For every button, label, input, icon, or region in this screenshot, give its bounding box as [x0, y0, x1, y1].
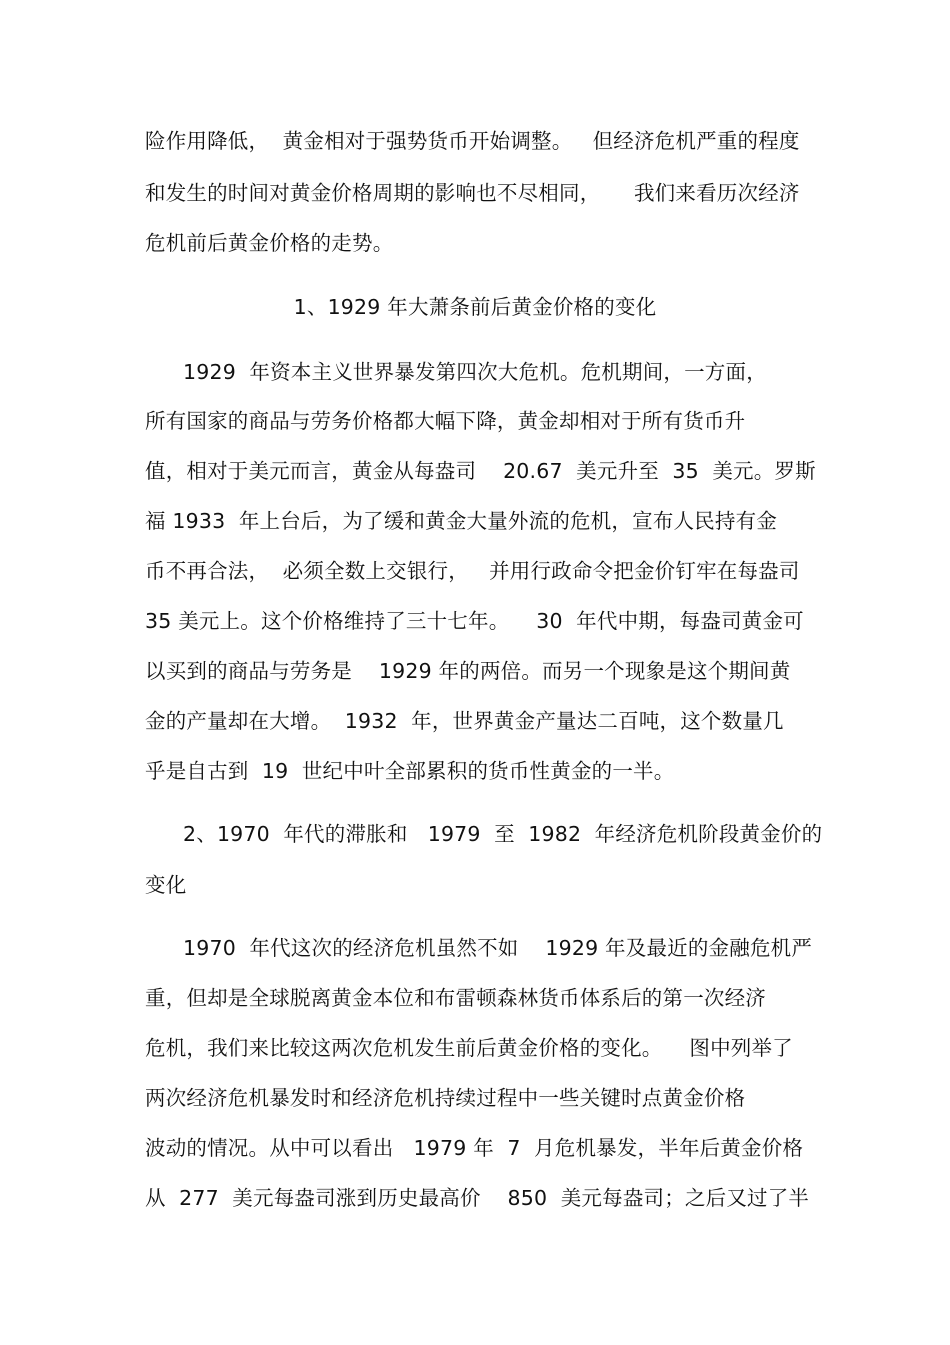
paragraph-line: 以买到的商品与劳务是 1929 年的两倍。而另一个现象是这个期间黄 — [145, 659, 791, 683]
paragraph-line: 从 277 美元每盎司涨到历史最高价 850 美元每盎司；之后又过了半 — [145, 1186, 810, 1210]
paragraph-line: 危机前后黄金价格的走势。 — [145, 231, 394, 255]
section-heading: 2、1970 年代的滞胀和 1979 至 1982 年经济危机阶段黄金价的 — [183, 822, 823, 846]
paragraph-line: 波动的情况。从中可以看出 1979 年 7 月危机暴发，半年后黄金价格 — [145, 1136, 804, 1160]
paragraph-line: 金的产量却在大增。 1932 年，世界黄金产量达二百吨，这个数量几 — [145, 709, 784, 733]
paragraph-line: 1970 年代这次的经济危机虽然不如 1929 年及最近的金融危机严 — [183, 936, 813, 960]
paragraph-line: 所有国家的商品与劳务价格都大幅下降，黄金却相对于所有货币升 — [145, 409, 746, 433]
paragraph-line: 两次经济危机暴发时和经济危机持续过程中一些关键时点黄金价格 — [145, 1086, 746, 1110]
paragraph-line: 和发生的时间对黄金价格周期的影响也不尽相同， 我们来看历次经济 — [145, 181, 800, 205]
paragraph-line: 1929 年资本主义世界暴发第四次大危机。危机期间，一方面， — [183, 360, 767, 384]
paragraph-line: 险作用降低， 黄金相对于强势货币开始调整。 但经济危机严重的程度 — [145, 129, 800, 153]
paragraph-line: 乎是自古到 19 世纪中叶全部累积的货币性黄金的一半。 — [145, 759, 675, 783]
paragraph-line: 重，但却是全球脱离黄金本位和布雷顿森林货币体系后的第一次经济 — [145, 986, 766, 1010]
paragraph-line: 危机，我们来比较这两次危机发生前后黄金价格的变化。 图中列举了 — [145, 1036, 793, 1060]
paragraph-line: 值，相对于美元而言，黄金从每盎司 20.67 美元升至 35 美元。罗斯 — [145, 459, 816, 483]
paragraph-line: 币不再合法， 必须全数上交银行， 并用行政命令把金价钉牢在每盎司 — [145, 559, 800, 583]
section-heading-continued: 变化 — [145, 873, 187, 897]
section-heading: 1、1929 年大萧条前后黄金价格的变化 — [293, 295, 657, 319]
paragraph-line: 35 美元上。这个价格维持了三十七年。 30 年代中期，每盎司黄金可 — [145, 609, 804, 633]
paragraph-line: 福 1933 年上台后，为了缓和黄金大量外流的危机，宣布人民持有金 — [145, 509, 778, 533]
